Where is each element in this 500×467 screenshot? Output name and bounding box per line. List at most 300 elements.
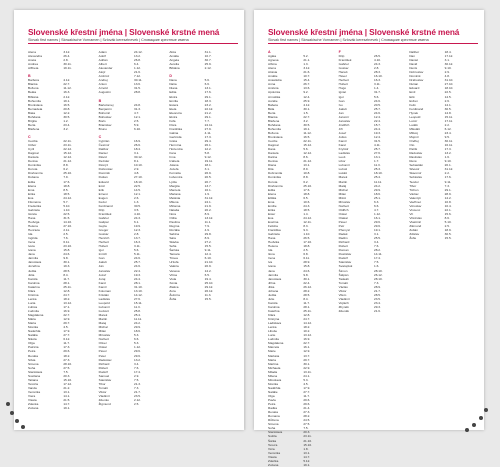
date-entry: 28.9. <box>373 284 381 289</box>
date-entry: 31.5. <box>373 139 381 144</box>
name-entry: Johana <box>268 288 279 293</box>
name-entry: Hugo <box>338 86 347 91</box>
date-entry: 6.2. <box>303 179 309 184</box>
name-entry: Rastislav <box>409 155 422 160</box>
date-entry: 25.10. <box>204 280 214 285</box>
name-entry: Věroslav <box>409 203 422 208</box>
date-entry: 24.1. <box>204 199 212 204</box>
date-entry: 5.3. <box>133 333 140 338</box>
name-entry: Libuše <box>268 329 278 334</box>
date-entry: 1.2. <box>63 118 69 123</box>
date-entry: 14.10. <box>63 219 72 224</box>
name-entry: Filoména <box>28 199 41 204</box>
name-entry: Alena <box>28 50 36 54</box>
name-entry: Bronislava <box>268 134 283 139</box>
date-entry: 27.10. <box>444 82 454 87</box>
date-entry: 20.5. <box>373 102 381 107</box>
name-entry: Jana <box>268 268 275 273</box>
name-entry: Ľudmila <box>28 309 39 313</box>
name-entry: Angela <box>169 58 179 63</box>
date-entry: 6.11. <box>63 240 70 245</box>
name-entry: Gabriel <box>338 62 349 67</box>
name-entry: Viktor <box>338 288 347 293</box>
date-entry: 30.5. <box>63 114 71 119</box>
name-entry: Gregor <box>98 228 109 233</box>
name-entry: Arnold <box>98 86 108 91</box>
date-entry: 22.9. <box>303 365 311 370</box>
date-entry: 6.10. <box>133 126 141 131</box>
date-entry: 28.5. <box>373 292 381 297</box>
date-entry: 12.3. <box>133 228 141 233</box>
name-entry: Veronika <box>28 389 41 394</box>
date-entry: 17.11. <box>444 118 454 123</box>
name-entry: Rozália <box>169 228 180 233</box>
date-entry: 4.12. <box>63 78 71 83</box>
date-entry: 24.6. <box>133 256 141 261</box>
name-entry: Dušan <box>409 82 419 87</box>
name-entry: Melánia <box>169 195 181 200</box>
date-entry: 27.7. <box>63 333 71 338</box>
dates-column <box>374 50 407 422</box>
name-entry: Karolína <box>28 280 40 285</box>
name-entry: Benjamín <box>98 106 112 111</box>
date-entry: 12.9. <box>63 317 71 322</box>
date-entry: 28.1. <box>63 280 71 285</box>
name-entry: Ivan <box>338 98 345 103</box>
date-entry: 14.8. <box>444 110 452 115</box>
name-entry: Žofia <box>169 296 177 301</box>
date-entry: 7.7. <box>204 118 210 123</box>
name-entry: Naděžda <box>268 385 281 390</box>
date-entry: 27.3. <box>303 410 311 415</box>
date-entry: 2.5. <box>63 232 69 237</box>
name-entry: Žigmund <box>98 402 111 407</box>
name-entry: Antónia <box>268 86 279 91</box>
name-entry: Eugen <box>98 195 108 200</box>
name-entry: Martin <box>338 179 348 184</box>
name-entry: Magdaléna <box>28 313 44 318</box>
name-entry: Jarmila <box>28 256 38 261</box>
date-entry: 28.9. <box>444 191 452 196</box>
date-entry: 29.6. <box>133 353 141 358</box>
date-entry: 2.2. <box>444 122 450 127</box>
name-entry: Vojtěch <box>338 300 349 305</box>
name-entry: Ladislav <box>338 151 351 156</box>
name-entry: Jaroslav <box>98 268 111 273</box>
date-entry: 3.1. <box>204 167 210 172</box>
date-entry: 20.2. <box>204 207 212 212</box>
date-entry: 30.1. <box>63 260 71 265</box>
name-entry: Alena <box>268 66 276 71</box>
name-entry: Otília <box>169 215 177 220</box>
date-entry: 14.1. <box>63 393 71 398</box>
name-entry: Vlastimil <box>409 219 421 224</box>
name-entry: Jakub <box>98 260 107 265</box>
date-entry: 6.4. <box>133 62 140 67</box>
name-entry: Nikola <box>28 337 37 342</box>
name-entry: Kristýna <box>268 317 280 322</box>
date-entry: 25.7. <box>373 106 381 111</box>
name-entry: Milena <box>268 373 278 378</box>
name-entry: Estera <box>169 102 179 107</box>
date-entry: 13.11. <box>303 369 312 374</box>
date-entry: 19.1. <box>63 98 71 103</box>
date-entry: 17.10. <box>303 240 312 245</box>
name-entry: Dobroslav <box>98 167 113 172</box>
date-entry: 21.12. <box>63 159 72 164</box>
date-entry: 9.11. <box>204 248 212 253</box>
name-entry: Zlatica <box>169 284 179 289</box>
date-entry: 31.12. <box>444 167 454 172</box>
date-entry: 16.5. <box>303 134 311 139</box>
date-entry: 30.1. <box>303 361 311 366</box>
name-entry: Dana <box>268 147 276 152</box>
name-entry: Renáta <box>28 353 38 358</box>
name-entry: Tichon <box>409 187 419 192</box>
date-entry: 5.2. <box>303 54 309 59</box>
date-entry: 25.8. <box>133 309 141 313</box>
date-entry: 1.7. <box>373 159 380 164</box>
date-entry: 14.2. <box>444 195 452 200</box>
date-entry: 29.7. <box>63 321 71 326</box>
date-entry: 21.12. <box>303 159 312 164</box>
date-entry: 10.2. <box>303 329 311 334</box>
date-entry: 24.2. <box>133 321 141 326</box>
date-entry: 6.3. <box>373 199 380 204</box>
date-entry: 13.12. <box>63 300 72 305</box>
name-entry: Judita <box>268 292 277 297</box>
date-entry: 12.9. <box>303 349 311 354</box>
date-entry: 22.11. <box>303 139 312 144</box>
name-entry: Jana <box>28 252 35 257</box>
date-entry: 12.8. <box>303 313 311 318</box>
date-entry: 31.3. <box>133 106 141 111</box>
left-page <box>14 10 244 430</box>
date-entry: 25.10. <box>303 183 312 188</box>
date-entry: 15.5. <box>204 244 212 249</box>
date-entry: 15.12. <box>63 151 72 156</box>
name-entry: Berta <box>268 110 276 115</box>
date-entry: 28.1. <box>133 280 141 285</box>
date-entry: 17.3. <box>444 147 452 152</box>
date-entry: 2.9. <box>133 373 140 378</box>
name-entry: Bartolomej <box>98 102 114 107</box>
date-entry: 6.6. <box>373 203 380 208</box>
name-entry: Oto <box>409 143 415 148</box>
date-entry: 29.3. <box>373 304 381 309</box>
name-entry: Aloisia <box>268 70 278 75</box>
name-entry: Terézia <box>28 381 38 386</box>
name-entry: Hedvika <box>268 240 280 245</box>
date-entry: 13.7. <box>133 236 141 241</box>
date-entry: 17.4. <box>133 369 141 374</box>
date-entry: 25.5. <box>373 236 381 241</box>
date-entry: 25.3. <box>373 167 381 172</box>
name-entry: Miroslav <box>338 199 351 204</box>
name-entry: Brigita <box>28 118 37 123</box>
date-entry: 13.7. <box>303 353 311 358</box>
name-entry: Dezider <box>98 159 110 164</box>
name-entry: Daša <box>169 82 177 87</box>
name-entry: Amália <box>169 54 179 59</box>
name-entry: Monika <box>268 381 278 386</box>
name-entry: Anton <box>98 82 107 87</box>
name-entry: Agáta <box>268 54 277 59</box>
date-entry: 14.12. <box>303 321 312 326</box>
name-entry: Jozefa <box>169 167 179 172</box>
name-entry: Růžena <box>268 418 279 423</box>
name-entry: Sebastián <box>409 163 424 168</box>
date-entry: 13.10. <box>133 288 143 293</box>
name-entry: Bohuslav <box>98 114 112 119</box>
name-entry: Dionýz <box>98 163 109 168</box>
date-entry: 21.4. <box>303 406 311 411</box>
name-entry: Anna <box>268 82 276 87</box>
name-entry: Vanda <box>28 385 37 390</box>
name-entry: Daniela <box>268 151 279 156</box>
name-entry: Filip <box>338 54 345 59</box>
date-entry: 18.4. <box>133 147 141 152</box>
date-entry: 26.9. <box>204 171 212 176</box>
date-entry: 30.5. <box>303 122 311 127</box>
date-entry: 1.6. <box>373 264 380 269</box>
name-entry: Izabela <box>169 159 180 164</box>
name-entry: Berta <box>28 122 36 127</box>
date-entry: 20.9. <box>204 264 212 269</box>
name-entry: Jolana <box>169 163 179 168</box>
date-entry: 31.12. <box>204 195 214 200</box>
name-entry: Diana <box>169 86 178 91</box>
date-entry: 22.1. <box>444 207 452 212</box>
name-entry: Valentýn <box>409 195 422 200</box>
page-header <box>28 27 238 44</box>
date-entry: 20.3. <box>63 373 71 378</box>
name-entry: Petra <box>268 402 276 407</box>
name-entry: Rostislav <box>338 252 352 257</box>
date-entry: 21.9. <box>204 203 212 208</box>
date-entry: 9.8. <box>63 256 69 261</box>
name-entry: Jaroslava <box>28 260 42 265</box>
date-entry: 10.7. <box>303 74 311 79</box>
name-entry: Tatiana <box>28 377 38 382</box>
name-entry: Hubert <box>338 82 348 87</box>
date-entry: 29.6. <box>373 224 381 229</box>
date-entry: 27.6. <box>373 151 381 156</box>
name-entry: Edita <box>169 90 177 95</box>
name-entry: Dorota <box>268 179 278 184</box>
name-entry: Felix <box>409 102 416 107</box>
name-entry: Hedviga <box>28 219 40 224</box>
date-entry: 17.6. <box>444 175 452 180</box>
name-entry: Ernest <box>98 191 108 196</box>
name-entry: Tibor <box>98 381 106 386</box>
name-entry: Augustín <box>98 90 111 95</box>
name-entry: Bohdana <box>268 122 281 127</box>
date-entry: 13.1. <box>303 163 311 168</box>
name-entry: Jiřina <box>268 280 276 285</box>
name-entry: Hana <box>268 236 276 241</box>
name-entry: Ctibor <box>28 143 37 148</box>
date-entry: 15.7. <box>373 122 381 127</box>
date-entry: 25.1. <box>373 195 381 200</box>
date-entry: 1.5. <box>303 110 309 115</box>
name-entry: Jiří <box>338 126 343 131</box>
date-entry: 13.1. <box>303 450 311 455</box>
date-entry: 3.12. <box>303 66 311 71</box>
dates-column <box>445 50 478 422</box>
date-entry: 13.6. <box>133 82 141 87</box>
name-entry: Jarmila <box>268 272 278 277</box>
name-entry: Blažena <box>268 118 280 123</box>
date-entry: 5.3. <box>133 341 140 346</box>
date-entry: 17.4. <box>373 256 381 261</box>
name-entry: Erika <box>268 207 276 212</box>
name-entry: Herbert <box>98 240 109 245</box>
name-entry: Ferdinand <box>98 203 113 208</box>
date-entry: 2.5. <box>303 248 309 253</box>
name-entry: Ludmila <box>268 337 279 342</box>
name-entry: Zoltán <box>409 228 418 233</box>
name-entry: Kornélia <box>169 171 181 176</box>
binding-dot <box>479 416 483 420</box>
name-entry: Petr <box>338 224 345 229</box>
date-entry: 29.6. <box>63 349 71 354</box>
name-entry: Havel <box>338 74 347 79</box>
date-entry: 15.5. <box>444 236 452 241</box>
name-entry: Imrich <box>98 252 108 257</box>
date-entry: 28.2. <box>373 248 381 253</box>
name-entry: Soňa <box>268 426 276 431</box>
header-rule <box>28 43 238 44</box>
date-entry: 18.10. <box>133 179 143 184</box>
date-entry: 26.4. <box>63 54 71 59</box>
date-entry: 18.8. <box>303 191 311 196</box>
name-entry: Renata <box>268 410 278 415</box>
date-entry: 27.3. <box>63 357 71 362</box>
name-entry: Emil <box>98 183 105 188</box>
name-entry: Andrej <box>98 78 108 83</box>
date-entry: 7.6. <box>133 365 140 370</box>
name-entry: Světla <box>268 434 277 439</box>
date-entry: 22.4. <box>373 118 381 123</box>
name-entry: Dagmar <box>28 151 40 156</box>
dates-column <box>205 50 238 422</box>
name-entry: Zdislav <box>409 232 420 237</box>
date-entry: 27.7. <box>303 389 311 394</box>
date-entry: 1.6. <box>444 155 450 160</box>
date-entry: 20.5. <box>204 175 212 180</box>
date-entry: 30.12. <box>444 62 454 67</box>
name-entry: Lucia <box>28 300 36 305</box>
date-entry: 26.1. <box>204 143 212 148</box>
date-entry: 2.9. <box>133 167 140 172</box>
name-entry: Norbert <box>98 337 109 342</box>
name-entry: Mikuláš <box>409 126 420 131</box>
name-entry: Dalibor <box>409 50 420 54</box>
name-entry: Dušan <box>98 175 108 180</box>
date-entry: 5.3. <box>303 377 309 382</box>
date-entry: 10.6. <box>303 199 311 204</box>
date-entry: 14.7. <box>303 454 311 459</box>
name-entry: Samuel <box>98 373 110 378</box>
date-entry: 24.2. <box>373 183 381 188</box>
binding-dot <box>6 402 10 406</box>
name-entry: Eliška <box>268 195 277 200</box>
date-entry: 14.1. <box>444 102 452 107</box>
name-entry: Olga <box>268 393 275 398</box>
name-entry: Lýdia <box>169 179 177 184</box>
date-entry: 17.6. <box>63 179 71 184</box>
name-entry: Milan <box>338 191 347 196</box>
date-entry: 2.5. <box>444 224 450 229</box>
name-entry: Ondřej <box>409 139 419 144</box>
name-entry: Lenka <box>28 296 37 301</box>
name-entry: Zuzana <box>28 406 39 411</box>
date-entry: 21.2. <box>63 385 71 390</box>
name-entry: Eva <box>268 215 274 220</box>
date-entry: 21.10. <box>204 260 214 265</box>
page-title: Slovenské křestní jména | Slovenské krstné mená <box>28 27 220 37</box>
date-entry: 17.9. <box>63 329 71 334</box>
name-entry: Sofia <box>169 244 177 249</box>
date-entry: 16.3. <box>373 78 381 83</box>
name-entry: Mária <box>28 317 36 322</box>
date-entry: 13.1. <box>63 389 71 394</box>
name-entry: Kamila <box>268 300 278 305</box>
date-entry: 12.4. <box>303 94 311 99</box>
name-entry: Vít <box>409 211 414 216</box>
name-entry: Lucie <box>268 333 276 338</box>
date-entry: 19.1. <box>373 228 381 233</box>
name-entry: Dan <box>409 54 415 59</box>
name-entry: Peter <box>98 353 107 358</box>
name-entry: Oľga <box>28 341 35 346</box>
name-entry: Dominik <box>409 74 421 79</box>
name-entry: Michal <box>338 187 348 192</box>
name-entry: Vlasta <box>28 398 37 403</box>
name-entry: Felicita <box>268 224 278 229</box>
date-entry: 21.10. <box>303 438 312 443</box>
name-entry: Ladislava <box>268 321 282 326</box>
date-entry: 23.5. <box>133 393 141 398</box>
date-entry: 22.7. <box>63 82 71 87</box>
name-entry: Bernadeta <box>28 106 43 111</box>
date-entry: 28.8. <box>133 90 141 95</box>
name-entry: David <box>409 62 418 67</box>
name-entry: Miroslav <box>98 333 111 338</box>
name-entry: Tomáš <box>338 280 348 285</box>
date-entry: 10.4. <box>444 203 452 208</box>
date-entry: 15.5. <box>204 296 212 301</box>
name-entry: Jozefína <box>28 264 40 269</box>
name-entry: Ľubomír <box>98 304 111 309</box>
date-entry: 2.11. <box>63 228 70 233</box>
name-entry: Klára <box>28 288 36 293</box>
date-entry: 14.12. <box>133 292 143 297</box>
name-entry: Vavřinec <box>409 199 422 204</box>
section-letter: B <box>28 74 31 79</box>
name-entry: Denis <box>409 66 418 71</box>
name-entry: Koloman <box>98 288 111 293</box>
name-entry: Martin <box>98 317 108 322</box>
name-entry: Martina <box>268 361 279 366</box>
date-entry: 10.8. <box>444 199 452 204</box>
name-entry: Richard <box>338 240 350 245</box>
date-entry: 31.7. <box>373 90 381 95</box>
name-entry: Leopold <box>409 114 421 119</box>
date-entry: 11.7. <box>303 393 310 398</box>
date-entry: 5.12. <box>303 458 311 463</box>
